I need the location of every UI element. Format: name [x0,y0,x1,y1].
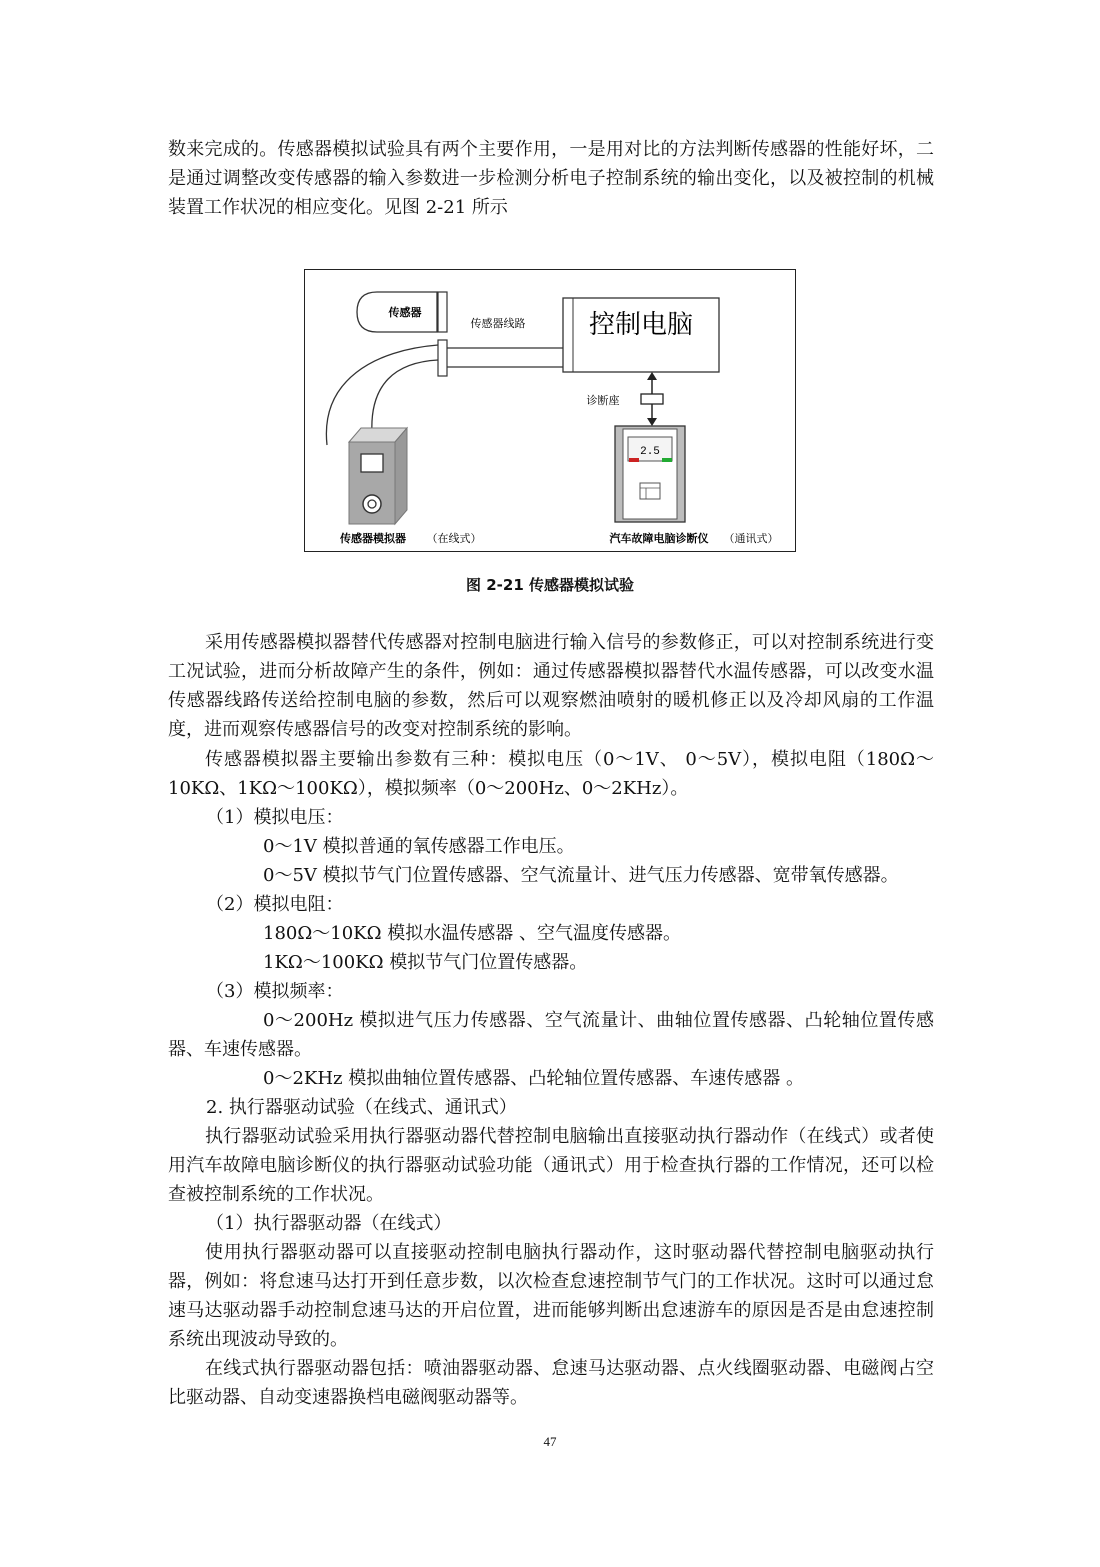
heading-frequency: （3）模拟频率： [206,981,344,1002]
paragraph-actuator-driver: 使用执行器驱动器可以直接驱动控制电脑执行器动作，这时驱动器代替控制电脑驱动执行器，例如：将怠速马达打开到任意步数，以次检查怠速控制节气门的工作状况。这时可以通过怠速马达驱动器手动控制怠速马达的开启位置，进而能够判断出怠速游车的原因是否是由怠速控制系统出现波动导致的。 [168,1242,934,1350]
item-voltage-1: 0～1V 模拟普通的氧传感器工作电压。 [263,836,575,857]
simulator-mode: （在线式） [426,532,482,545]
sensor-label: 传感器 [388,306,422,319]
section-actuator-test: 2. 执行器驱动试验（在线式、通讯式） [206,1097,517,1118]
scanner-display-value: 2.5 [640,446,660,458]
heading-actuator-driver: （1）执行器驱动器（在线式） [206,1213,452,1234]
scanner-label: 汽车故障电脑诊断仪 [609,532,709,545]
diag-port-label: 诊断座 [586,394,620,407]
green-led [662,458,672,462]
paragraph-actuator-test: 执行器驱动试验采用执行器驱动器代替控制电脑输出直接驱动执行器动作（在线式）或者使用汽车故障电脑诊断仪的执行器驱动试验功能（通讯式）用于检查执行器的工作情况，还可以检查被控制系统的工作状况。 [168,1126,934,1205]
heading-resistance: （2）模拟电阻： [206,894,344,915]
simulator-knob-center [368,500,376,508]
page-number: 47 [543,1434,557,1449]
figure-diagram [305,270,797,553]
diag-port [641,394,663,404]
intro-paragraph: 数来完成的。传感器模拟试验具有两个主要作用，一是用对比的方法判断传感器的性能好坏，二是通过调整改变传感器的输入参数进一步检测分析电子控制系统的输出变化，以及被控制的机械装置工作状况的相应变化。见图 2-21 所示 [168,139,934,218]
scanner-keypad [640,483,660,499]
heading-voltage: （1）模拟电压： [206,807,344,828]
paragraph-sensor-simulation: 采用传感器模拟器替代传感器对控制电脑进行输入信号的参数修正，可以对控制系统进行变工况试验，进而分析故障产生的条件，例如：通过传感器模拟器替代水温传感器，可以改变水温传感器线路传送给控制电脑的参数，然后可以观察燃油喷射的暖机修正以及冷却风扇的工作温度，进而观察传感器信号的改变对控制系统的影响。 [168,632,934,740]
red-led [629,458,639,462]
simulator-side [395,428,407,524]
scanner-mode: （通讯式） [723,532,779,545]
diag-arrow-up [647,372,657,380]
simulator-label: 传感器模拟器 [340,532,406,545]
wire-label: 传感器线路 [470,317,526,330]
figure-caption: 图 2-21 传感器模拟试验 [466,576,634,594]
item-frequency-1: 0～200Hz 模拟进气压力传感器、空气流量计、曲轴位置传感器、凸轮轴位置传感器、车速传感器。 [168,1010,934,1060]
item-voltage-2: 0～5V 模拟节气门位置传感器、空气流量计、进气压力传感器、宽带氧传感器。 [263,865,899,886]
item-frequency-2: 0～2KHz 模拟曲轴位置传感器、凸轮轴位置传感器、车速传感器 。 [263,1068,804,1089]
paragraph-output-params: 传感器模拟器主要输出参数有三种：模拟电压（0～1V、 0～5V），模拟电阻（180Ω～10KΩ、1KΩ～100KΩ），模拟频率（0～200Hz、0～2KHz）。 [168,749,934,799]
simulator-display [361,454,383,472]
diag-arrow-down [647,418,657,426]
item-resistance-1: 180Ω～10KΩ 模拟水温传感器 、空气温度传感器。 [263,923,681,944]
harness-connector [438,340,447,376]
sensor-simulation-figure [304,269,796,552]
ecu-label: 控制电脑 [588,310,694,340]
paragraph-online-drivers: 在线式执行器驱动器包括：喷油器驱动器、怠速马达驱动器、点火线圈驱动器、电磁阀占空比驱动器、自动变速器换档电磁阀驱动器等。 [168,1358,934,1408]
item-resistance-2: 1KΩ～100KΩ 模拟节气门位置传感器。 [263,952,588,973]
sensor-connector [438,292,447,332]
